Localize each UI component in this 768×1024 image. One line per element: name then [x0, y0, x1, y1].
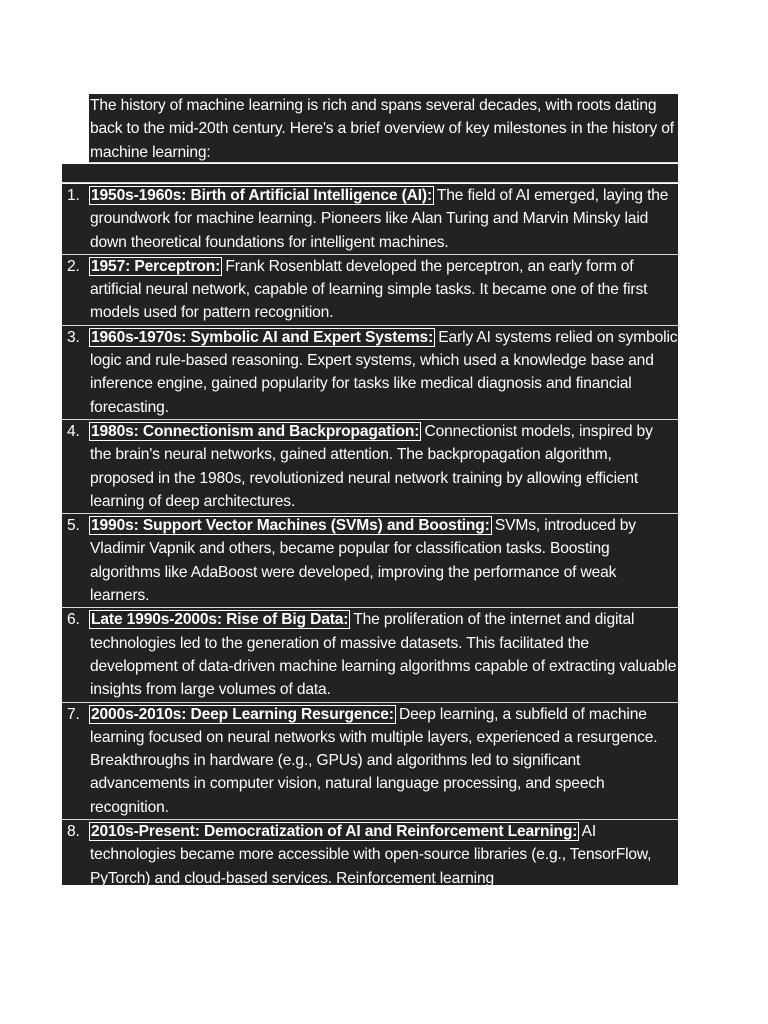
milestone-item — [62, 514, 678, 608]
milestone-list — [62, 184, 678, 885]
milestone-text: SVMs, introduced by Vladimir Vapnik and others, became popular for classification tasks. Boosting algorithms like AdaBoost were developed, improving the performance of weak learners. — [90, 517, 636, 605]
milestone-item — [62, 703, 678, 820]
milestone-heading: 1990s: Support Vector Machines (SVMs) and Boosting: — [91, 517, 490, 535]
milestone-item — [62, 420, 678, 514]
milestone-item — [62, 820, 678, 885]
milestone-heading: Late 1990s-2000s: Rise of Big Data: — [91, 611, 349, 629]
milestone-number: 3. — [67, 328, 80, 346]
milestone-text: Connectionist models, inspired by the brain's neural networks, gained attention. The backpropagation algorithm, proposed in the 1980s, revolutionized neural network training by allowing efficient learning of deep architectures. — [90, 422, 653, 510]
milestone-heading: 2000s-2010s: Deep Learning Resurgence: — [91, 705, 394, 723]
milestone-text: The proliferation of the internet and digital technologies led to the generation of massive datasets. This facilitated the development of data-driven machine learning algorithms capable of extracting valuable insights from large volumes of data. — [90, 611, 677, 699]
milestone-number: 8. — [67, 823, 80, 841]
milestone-heading: 1950s-1960s: Birth of Artificial Intelligence (AI): — [91, 187, 432, 204]
intro-paragraph: The history of machine learning is rich and spans several decades, with roots dating back to the mid-20th century. Here's a brief overview of key milestones in the history of machine learning: — [90, 97, 674, 161]
milestone-number: 4. — [67, 422, 80, 440]
milestone-item — [62, 608, 678, 702]
milestone-heading: 2010s-Present: Democratization of AI and Reinforcement Learning: — [91, 823, 578, 841]
milestone-list-block — [62, 184, 678, 885]
milestone-item — [62, 326, 678, 420]
section-divider — [62, 164, 678, 183]
milestone-text: AI technologies became more accessible with open-source libraries (e.g., TensorFlow, PyTorch) and cloud-based services. Reinforcement learning — [90, 823, 652, 885]
milestone-heading: 1980s: Connectionism and Backpropagation: — [91, 422, 420, 440]
milestone-text: Frank Rosenblatt developed the perceptron, an early form of artificial neural network, capable of learning simple tasks. It became one of the first models used for pattern recognition. — [90, 257, 648, 322]
milestone-number: 1. — [67, 187, 80, 204]
milestone-number: 2. — [67, 257, 80, 275]
milestone-number: 7. — [67, 705, 80, 723]
intro-block — [89, 94, 678, 163]
milestone-item — [62, 184, 678, 255]
milestone-text: The field of AI emerged, laying the groundwork for machine learning. Pioneers like Alan Turing and Marvin Minsky laid down theoretical foundations for intelligent machines. — [90, 187, 669, 251]
milestone-heading: 1957: Perceptron: — [91, 257, 221, 275]
milestone-heading: 1960s-1970s: Symbolic AI and Expert Systems: — [91, 328, 434, 346]
milestone-text: Early AI systems relied on symbolic logic and rule-based reasoning. Expert systems, which used a knowledge base and inference engine, gained popularity for tasks like medical diagnosis and financial forecasting. — [90, 328, 678, 416]
milestone-number: 5. — [67, 517, 80, 535]
milestone-item — [62, 255, 678, 326]
milestone-number: 6. — [67, 611, 80, 629]
milestone-text: Deep learning, a subfield of machine learning focused on neural networks with multiple layers, experienced a resurgence. Breakthroughs in hardware (e.g., GPUs) and algorithms led to significant advancements in computer vision, natural language processing, and speech recognition. — [90, 705, 658, 816]
